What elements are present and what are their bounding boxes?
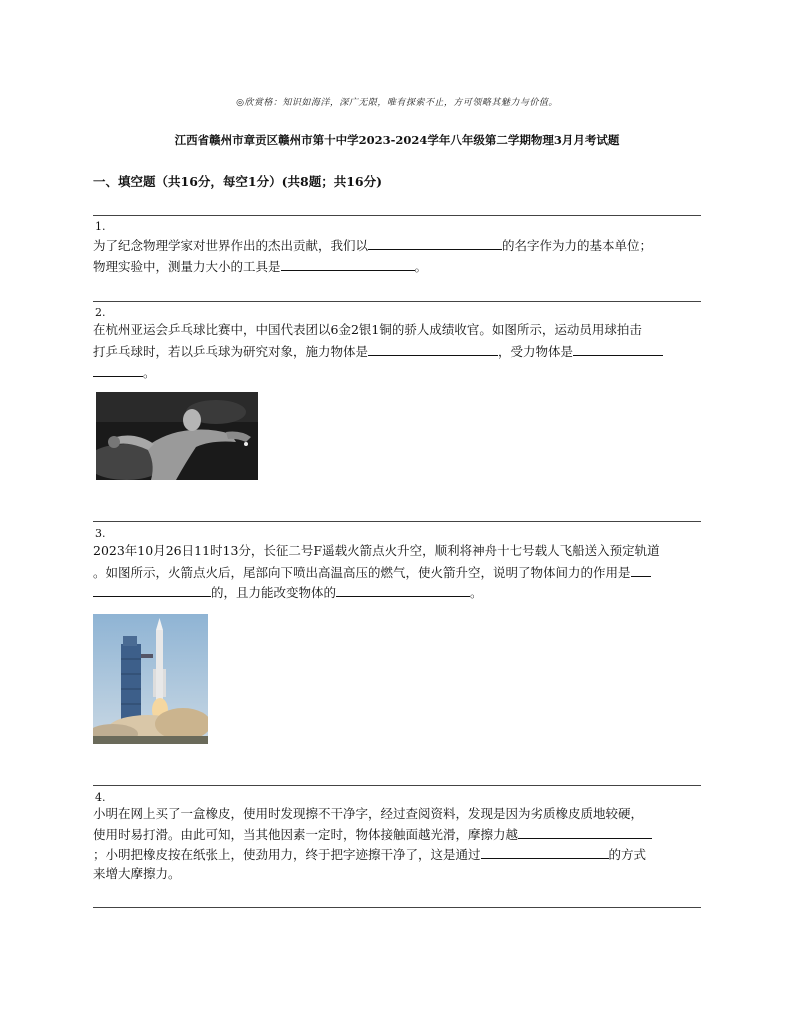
page-title: 江西省赣州市章贡区赣州市第十中学2023-2024学年八年级第二学期物理3月月考试题 (174, 133, 620, 147)
question-number: 4. (95, 791, 106, 804)
question-text (93, 826, 652, 843)
answer-blank[interactable] (336, 584, 470, 597)
question-text-part: 。如图所示，火箭点火后，尾部向下喷出高温高压的燃气，使火箭升空，说明了物体间力的作用是 (93, 565, 631, 580)
divider (93, 785, 701, 786)
question-number: 2. (95, 306, 106, 319)
question-text (93, 258, 427, 275)
question-text-part: 的名字作为力的基本单位； (502, 238, 653, 253)
question-number: 1. (95, 220, 106, 233)
question-text-part: 。 (470, 585, 483, 600)
answer-blank[interactable] (368, 343, 498, 356)
rocket-launch-photo (93, 614, 208, 744)
question-text-part: 打乒乓球时，若以乒乓球为研究对象，施力物体是 (93, 344, 369, 359)
question-text (93, 364, 156, 381)
answer-blank[interactable] (93, 364, 143, 377)
divider (93, 301, 701, 302)
question-text-part: 。 (414, 259, 428, 274)
question-text: 来增大摩擦力。 (93, 866, 181, 881)
answer-blank[interactable] (281, 258, 415, 271)
question-text (93, 237, 652, 254)
question-text (93, 343, 663, 360)
question-text: 小明在网上买了一盒橡皮，使用时发现擦不干净字，经过查阅资料，发现是因为劣质橡皮质地较硬， (93, 806, 644, 821)
divider (93, 907, 701, 908)
question-text-part: 。 (143, 365, 156, 380)
question-text-part: ；小明把橡皮按在纸张上，使劲用力，终于把字迹擦干净了，这是通过 (93, 847, 481, 862)
question-text-part: 使用时易打滑。由此可知，当其他因素一定时，物体接触面越光滑，摩擦力越 (93, 827, 519, 842)
answer-blank[interactable] (481, 846, 609, 859)
answer-blank[interactable] (93, 584, 211, 597)
divider (93, 215, 701, 216)
answer-blank[interactable] (573, 343, 663, 356)
question-number: 3. (95, 527, 106, 540)
question-text-part: ，受力物体是 (498, 344, 574, 359)
answer-blank[interactable] (631, 564, 651, 577)
table-tennis-photo (96, 392, 258, 480)
answer-blank[interactable] (368, 237, 502, 250)
question-text (93, 584, 483, 601)
question-text (93, 564, 651, 581)
question-text: 在杭州亚运会乒乓球比赛中，中国代表团以6金2银1铜的骄人成绩收官。如图所示，运动员用球拍击 (93, 322, 642, 337)
question-text-part: 的方式 (608, 847, 647, 862)
section-heading: 一、填空题（共16分，每空1分）(共8题；共16分) (93, 174, 383, 189)
question-text-part: 为了纪念物理学家对世界作出的杰出贡献，我们以 (93, 238, 369, 253)
question-text: 2023年10月26日11时13分，长征二号F遥载火箭点火升空，顺利将神舟十七号载人飞船送入预定轨道 (93, 543, 660, 558)
question-text-part: 的，且力能改变物体的 (211, 585, 337, 600)
answer-blank[interactable] (518, 826, 652, 839)
question-text (93, 846, 646, 863)
header-motto: ◎欣赏格：知识如海洋，深广无限，唯有探索不止，方可领略其魅力与价值。 (236, 98, 558, 108)
divider (93, 521, 701, 522)
question-text-part: 物理实验中，测量力大小的工具是 (93, 259, 281, 274)
